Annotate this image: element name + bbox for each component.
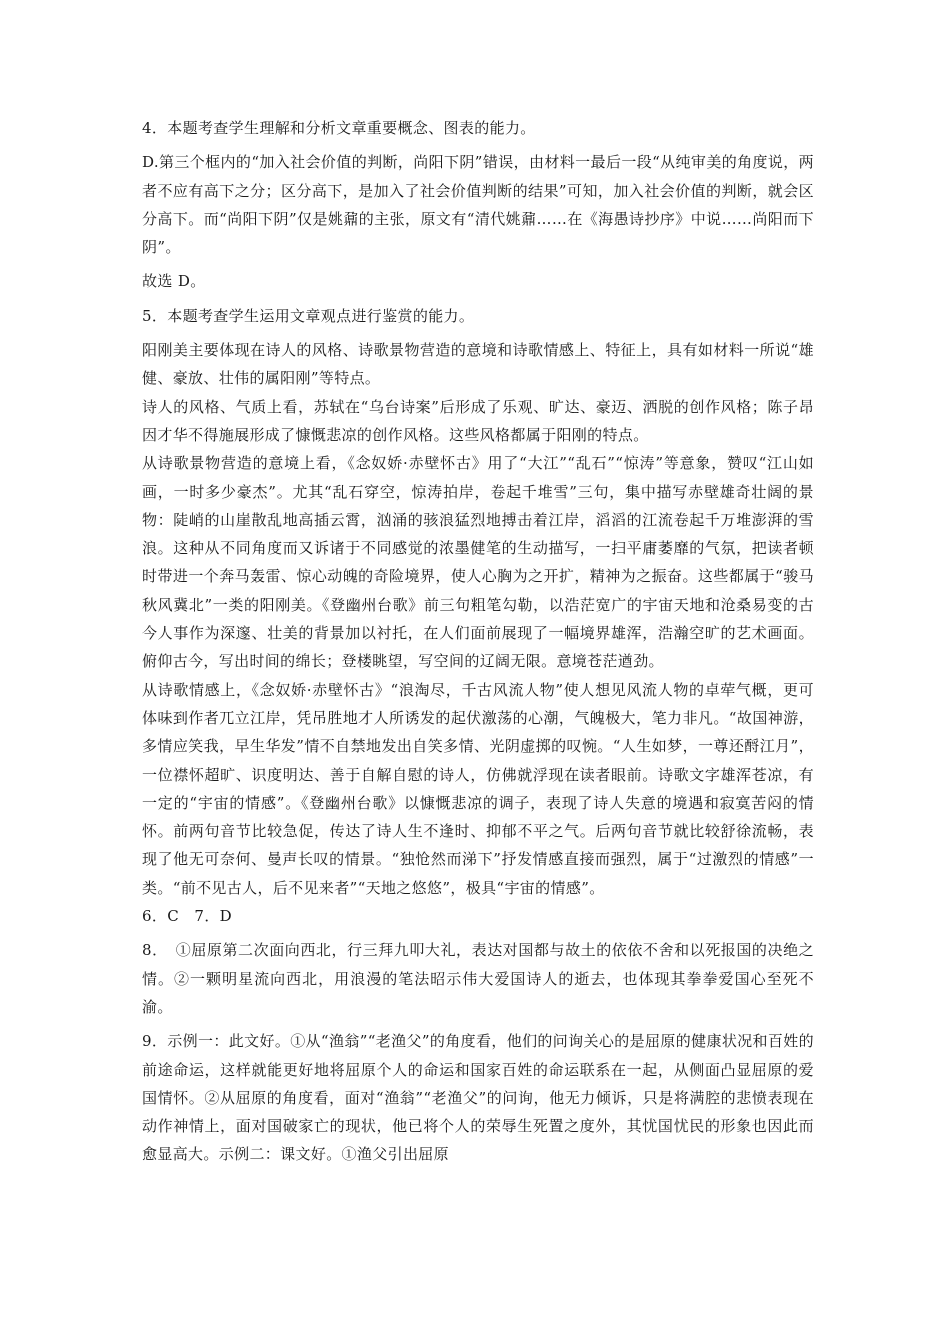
q5-imagery: 从诗歌景物营造的意境上看，《念奴娇·赤壁怀古》用了“大江”“乱石”“惊涛”等意象，赞叹“江山如画，一时多少豪杰”。尤其“乱石穿空，惊涛拍岸，卷起千堆雪”三句，集中描写赤壁雄奇壮阔的景物：陡峭的山崖散乱地高插云霄，汹涌的骇浪猛烈地搏击着江岸，滔滔的江流卷起千万堆澎湃的雪浪。这种从不同角度而又诉诸于不同感觉的浓墨健笔的生动描写，一扫平庸萎靡的气氛，把读者顿时带进一个奔马轰雷、惊心动魄的奇险境界，使人心胸为之开扩，精神为之振奋。这些都属于“骏马秋风冀北”一类的阳刚美。《登幽州台歌》前三句粗笔勾勒，以浩茫宽广的宇宙天地和沧桑易变的古今人事作为深邃、壮美的背景加以衬托，在人们面前展现了一幅境界雄浑，浩瀚空旷的艺术画面。俯仰古今，写出时间的绵长；登楼眺望，写空间的辽阔无限。意境苍茫遒劲。 [142, 454, 814, 671]
q6-q7-answers: 6．C 7．D [142, 907, 233, 926]
q4-explanation: D.第三个框内的“加入社会价值的判断，尚阳下阴”错误，由材料一最后一段“从纯审美的角度说，两者不应有高下之分；区分高下，是加入了社会价值判断的结果”可知，加入社会价值的判断，就会区分高下。而“尚阳下阴”仅是姚鼐的主张，原文有“清代姚鼐……在《海愚诗抄序》中说……尚阳而下阴”。 [142, 153, 814, 257]
q5-emotion: 从诗歌情感上，《念奴娇·赤壁怀古》“浪淘尽，千古风流人物”使人想见风流人物的卓荦气概，更可体味到作者兀立江岸，凭吊胜地才人所诱发的起伏激荡的心潮，气魄极大，笔力非凡。“故国神游，多情应笑我，早生华发”情不自禁地发出自笑多情、光阴虚掷的叹惋。“人生如梦，一尊还酹江月”，一位襟怀超旷、识度明达、善于自解自慰的诗人，仿佛就浮现在读者眼前。诗歌文字雄浑苍凉，有一定的“宇宙的情感”。《登幽州台歌》以慷慨悲凉的调子，表现了诗人失意的境遇和寂寞苦闷的情怀。前两句音节比较急促，传达了诗人生不逢时、抑郁不平之气。后两句音节就比较舒徐流畅，表现了他无可奈何、曼声长叹的情景。“独怆然而涕下”抒发情感直接而强烈，属于“过激烈的情感”一类。“前不见古人，后不见来者”“天地之悠悠”，极具“宇宙的情感”。 [142, 680, 814, 897]
q8-answer: 8． ①屈原第二次面向西北，行三拜九叩大礼，表达对国都与故土的依依不舍和以死报国的决绝之情。②一颗明星流向西北，用浪漫的笔法昭示伟大爱国诗人的逝去，也体现其拳拳爱国心至死不渝。 [142, 941, 814, 1016]
answer-document [142, 114, 814, 1169]
q4-heading: 4．本题考查学生理解和分析文章重要概念、图表的能力。 [142, 119, 536, 137]
q9-answer: 9．示例一：此文好。①从“渔翁”“老渔父”的角度看，他们的问询关心的是屈原的健康状况和百姓的前途命运，这样就能更好地将屈原个人的命运和国家百姓的命运联系在一起，从侧面凸显屈原的爱国情怀。②从屈原的角度看，面对“渔翁”“老渔父”的问询，他无力倾诉，只是将满腔的悲愤表现在动作神情上，面对国破家亡的现状，他已将个人的荣辱生死置之度外，其忧国忧民的形象也因此而愈显高大。示例二：课文好。①渔父引出屈原 [142, 1032, 814, 1164]
q5-intro: 阳刚美主要体现在诗人的风格、诗歌景物营造的意境和诗歌情感上、特征上，具有如材料一所说“雄健、豪放、壮伟的属阳刚”等特点。 [142, 341, 814, 388]
q4-answer: 故选 D。 [142, 272, 206, 291]
q5-heading: 5．本题考查学生运用文章观点进行鉴赏的能力。 [142, 306, 475, 325]
q5-poet-style: 诗人的风格、气质上看，苏轼在“乌台诗案”后形成了乐观、旷达、豪迈、洒脱的创作风格；陈子昂因才华不得施展形成了慷慨悲凉的创作风格。这些风格都属于阳刚的特点。 [142, 397, 814, 444]
